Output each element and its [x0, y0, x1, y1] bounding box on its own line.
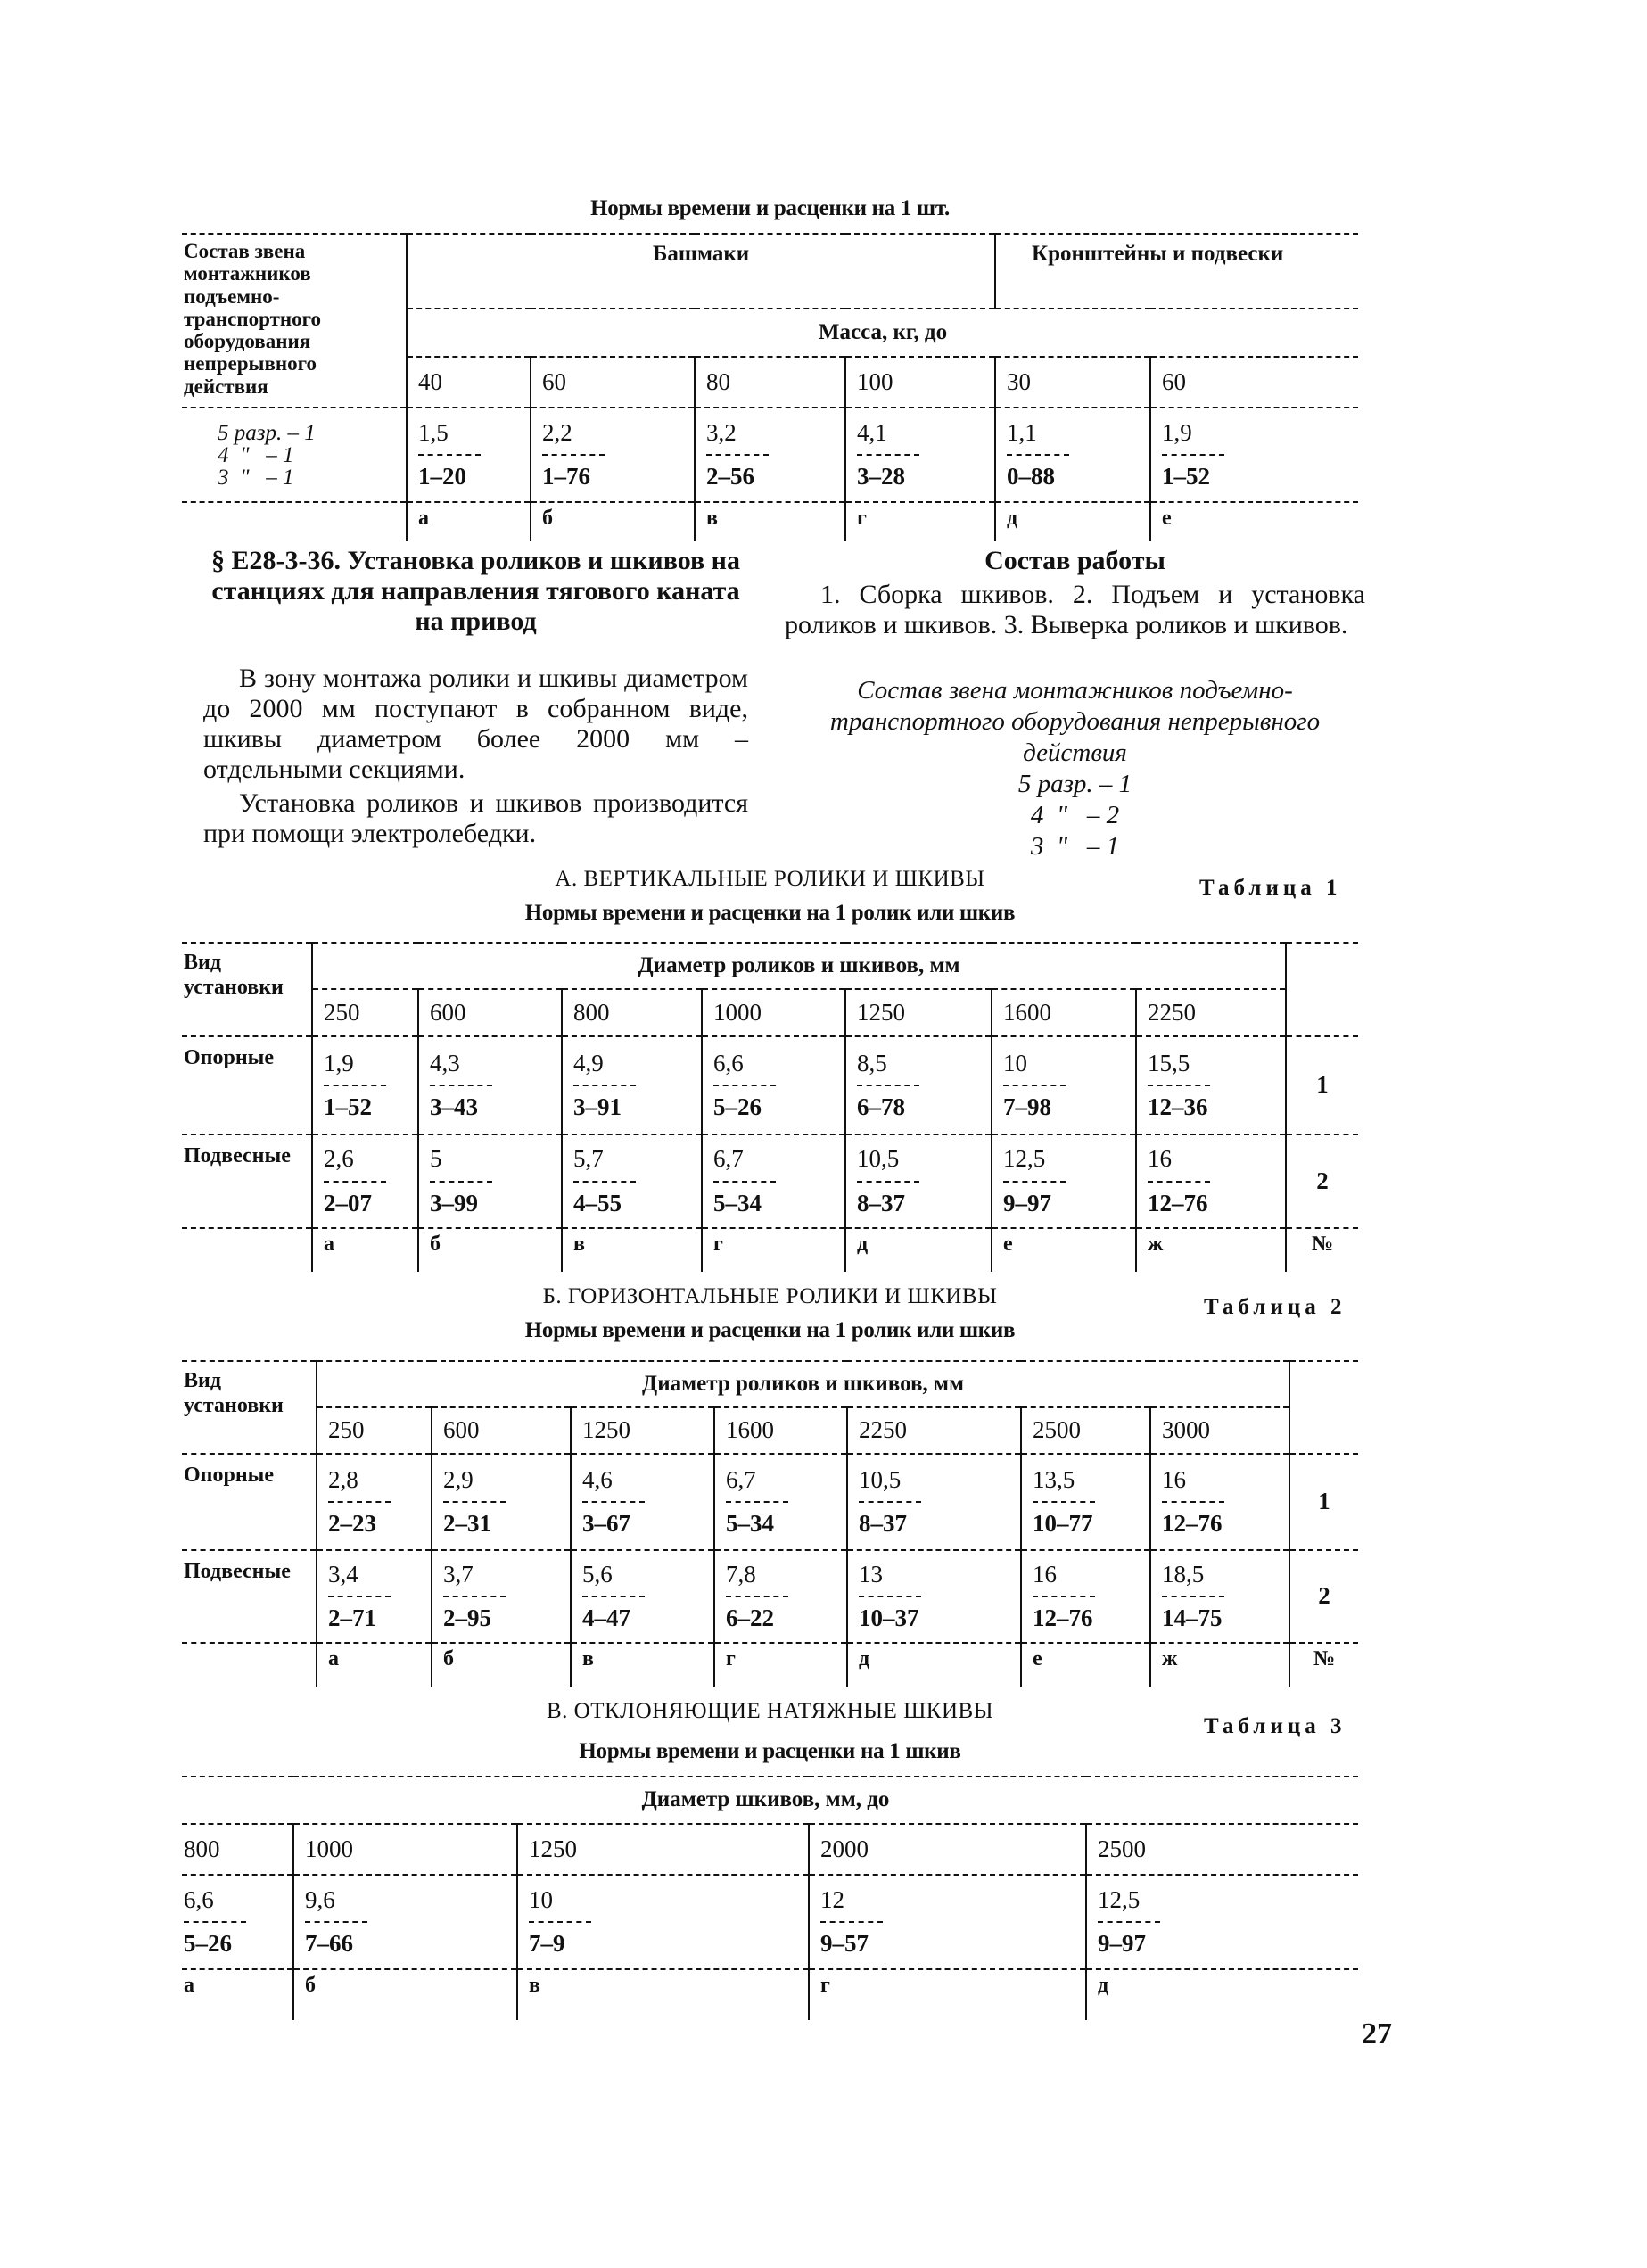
- value-cell: [1150, 1550, 1289, 1643]
- column-header: 80: [695, 357, 845, 408]
- table-row: [182, 1407, 1358, 1454]
- table1-section-title: А. ВЕРТИКАЛЬНЫЕ РОЛИКИ И ШКИВЫ: [555, 867, 985, 891]
- value-cell: [182, 1875, 293, 1969]
- value-cell: [1136, 1036, 1286, 1134]
- rate-value: 1–52: [324, 1093, 372, 1120]
- crew-title: Состав звена монтажников подъемно-транспортного оборудования непрерывного действия: [829, 676, 1321, 767]
- value-cell: [1021, 1550, 1150, 1643]
- table-row: [182, 1875, 1358, 1969]
- table-row: [182, 1824, 1358, 1875]
- fraction-divider: [1148, 1181, 1210, 1183]
- table0-subtitle: Нормы времени и расценки на 1 шт.: [590, 196, 950, 220]
- time-norm: 2,8: [328, 1465, 358, 1493]
- section-paragraph: В зону монтажа ролики и шкивы диаметром до 2000 мм поступают в собранном виде, шкивы диаметром более 2000 мм – отдельными секциями.: [203, 664, 748, 784]
- time-norm: 4,9: [573, 1049, 604, 1076]
- table1-subtitle: Нормы времени и расценки на 1 ролик или шкив: [524, 901, 1016, 925]
- column-letter: б: [531, 502, 695, 541]
- rate-value: 2–23: [328, 1510, 376, 1537]
- fraction-divider: [542, 454, 605, 456]
- crew-line: 5 разр. – 1: [1017, 770, 1132, 798]
- column-letter: д: [845, 1228, 992, 1272]
- empty-cell: [182, 502, 407, 541]
- time-norm: 12: [820, 1885, 844, 1913]
- rate-value: 1–76: [542, 463, 590, 490]
- table-row: [182, 234, 1358, 309]
- value-cell: [312, 1036, 418, 1134]
- table-row: [182, 1134, 1358, 1228]
- column-letter: е: [1021, 1643, 1150, 1687]
- time-norm: 4,3: [430, 1049, 460, 1076]
- table0-container: [182, 233, 1358, 541]
- rate-value: 3–43: [430, 1093, 478, 1120]
- time-norm: 13,5: [1033, 1465, 1075, 1493]
- value-cell: [418, 1134, 562, 1228]
- fraction-divider: [529, 1921, 591, 1923]
- fraction-divider: [324, 1085, 386, 1086]
- row-label: Опорные: [182, 1036, 312, 1134]
- value-cell: [312, 1134, 418, 1228]
- fraction-divider: [328, 1501, 391, 1503]
- fraction-divider: [1007, 454, 1069, 456]
- group-header: Башмаки: [407, 234, 995, 309]
- fraction-divider: [1003, 1085, 1066, 1086]
- table-row: [182, 1550, 1358, 1643]
- crew-line: 3 " – 1: [1030, 832, 1120, 861]
- table3-subtitle: Нормы времени и расценки на 1 шкив: [579, 1739, 961, 1763]
- fraction-divider: [443, 1596, 506, 1597]
- row-header: Состав звена монтажников подъемно-транспортного оборудования непрерывного действия: [182, 234, 407, 408]
- norms-table: [182, 233, 1358, 541]
- value-cell: [317, 1454, 432, 1550]
- value-cell: [695, 408, 845, 502]
- column-letter: в: [517, 1969, 809, 2020]
- fraction-divider: [1162, 454, 1224, 456]
- time-norm: 9,6: [305, 1885, 335, 1913]
- rate-value: 7–9: [529, 1930, 565, 1957]
- crew-cell: [182, 408, 407, 502]
- empty-cell: [1286, 943, 1358, 1036]
- value-cell: [517, 1875, 809, 1969]
- column-letter: в: [571, 1643, 714, 1687]
- value-cell: [702, 1036, 845, 1134]
- table-row: [182, 1643, 1358, 1687]
- column-header: 100: [845, 357, 995, 408]
- table-row: [182, 1454, 1358, 1550]
- value-cell: [1150, 1454, 1289, 1550]
- column-header: 800: [182, 1824, 293, 1875]
- fraction-divider: [1098, 1921, 1160, 1923]
- time-norm: 10: [529, 1885, 553, 1913]
- table2-subtitle: Нормы времени и расценки на 1 ролик или шкив: [524, 1318, 1016, 1342]
- value-cell: [1086, 1875, 1358, 1969]
- column-letter: д: [847, 1643, 1021, 1687]
- work-text-body: 1. Сборка шкивов. 2. Подъем и установка роликов и шкивов. 3. Выверка роликов и шкивов.: [785, 580, 1365, 639]
- column-header: 250: [317, 1407, 432, 1454]
- fraction-divider: [857, 1181, 919, 1183]
- column-letter: в: [562, 1228, 702, 1272]
- fraction-divider: [1148, 1085, 1210, 1086]
- rate-value: 12–76: [1162, 1510, 1223, 1537]
- time-norm: 5: [430, 1145, 442, 1173]
- time-norm: 6,6: [184, 1885, 214, 1913]
- table1-label: Таблица 1: [1199, 876, 1342, 900]
- work-title: Состав работы: [984, 546, 1165, 575]
- crew-line: 5 разр. – 1: [218, 420, 316, 445]
- column-letter: б: [418, 1228, 562, 1272]
- time-norm: 2,9: [443, 1465, 474, 1493]
- value-cell: [531, 408, 695, 502]
- column-letter: б: [293, 1969, 517, 2020]
- rate-value: 9–97: [1003, 1189, 1051, 1216]
- time-norm: 1,1: [1007, 418, 1037, 446]
- table-row: [182, 1228, 1358, 1272]
- crew-block: [785, 675, 1365, 862]
- rate-value: 2–07: [324, 1189, 372, 1216]
- fraction-divider: [324, 1181, 386, 1183]
- time-norm: 10,5: [859, 1465, 902, 1493]
- rate-value: 2–95: [443, 1604, 491, 1631]
- fraction-divider: [582, 1501, 645, 1503]
- rate-value: 3–91: [573, 1093, 622, 1120]
- column-letter: д: [995, 502, 1150, 541]
- time-norm: 3,4: [328, 1560, 358, 1588]
- rate-value: 12–36: [1148, 1093, 1208, 1120]
- group-header: Диаметр роликов и шкивов, мм: [317, 1361, 1289, 1407]
- rate-value: 0–88: [1007, 463, 1055, 490]
- column-header: 600: [432, 1407, 571, 1454]
- column-letter: г: [702, 1228, 845, 1272]
- rate-value: 7–98: [1003, 1093, 1051, 1120]
- rate-value: 5–34: [726, 1510, 774, 1537]
- crew-line: 3 " – 1: [218, 465, 294, 490]
- value-cell: [714, 1454, 847, 1550]
- rate-value: 8–37: [859, 1510, 907, 1537]
- column-header: 60: [531, 357, 695, 408]
- time-norm: 1,9: [1162, 418, 1192, 446]
- work-text: [785, 580, 1365, 640]
- time-norm: 12,5: [1003, 1145, 1046, 1173]
- column-letter: б: [432, 1643, 571, 1687]
- table-row: [182, 1036, 1358, 1134]
- fraction-divider: [713, 1181, 776, 1183]
- page-number: 27: [1362, 2017, 1392, 2050]
- column-letter: а: [407, 502, 531, 541]
- rate-value: 4–55: [573, 1189, 622, 1216]
- fraction-divider: [573, 1181, 636, 1183]
- row-number: 1: [1289, 1454, 1358, 1550]
- group-header: Диаметр роликов и шкивов, мм: [312, 943, 1286, 989]
- value-cell: [418, 1036, 562, 1134]
- fraction-divider: [418, 454, 481, 456]
- table-row: [182, 1777, 1358, 1824]
- fraction-divider: [582, 1596, 645, 1597]
- time-norm: 7,8: [726, 1560, 756, 1588]
- fraction-divider: [184, 1921, 246, 1923]
- column-header: 2500: [1086, 1824, 1358, 1875]
- column-header: 1250: [845, 989, 992, 1036]
- rate-value: 1–20: [418, 463, 466, 490]
- row-number: 2: [1286, 1134, 1358, 1228]
- table2-container: [182, 1360, 1358, 1687]
- rate-value: 9–57: [820, 1930, 869, 1957]
- time-norm: 6,7: [726, 1465, 756, 1493]
- value-cell: [702, 1134, 845, 1228]
- fraction-divider: [859, 1501, 921, 1503]
- empty-cell: [182, 1643, 317, 1687]
- table3-section-title: В. ОТКЛОНЯЮЩИЕ НАТЯЖНЫЕ ШКИВЫ: [546, 1699, 993, 1723]
- column-letter: г: [809, 1969, 1086, 2020]
- crew-line: 4 " – 1: [218, 442, 294, 467]
- fraction-divider: [1003, 1181, 1066, 1183]
- rate-value: 10–37: [859, 1604, 919, 1631]
- fraction-divider: [820, 1921, 883, 1923]
- time-norm: 4,6: [582, 1465, 613, 1493]
- time-norm: 4,1: [857, 418, 887, 446]
- column-header: 600: [418, 989, 562, 1036]
- time-norm: 2,6: [324, 1145, 354, 1173]
- table-row: [182, 1361, 1358, 1407]
- time-norm: 3,2: [706, 418, 737, 446]
- fraction-divider: [1033, 1596, 1095, 1597]
- value-cell: [407, 408, 531, 502]
- column-letter: г: [714, 1643, 847, 1687]
- column-header: 800: [562, 989, 702, 1036]
- section-paragraph: Установка роликов и шкивов производится при помощи электролебедки.: [203, 788, 748, 848]
- value-cell: [845, 1134, 992, 1228]
- value-cell: [845, 408, 995, 502]
- column-letter: д: [1086, 1969, 1358, 2020]
- row-number: 2: [1289, 1550, 1358, 1643]
- rate-value: 8–37: [857, 1189, 905, 1216]
- value-cell: [432, 1550, 571, 1643]
- value-cell: [809, 1875, 1086, 1969]
- rate-value: 14–75: [1162, 1604, 1223, 1631]
- fraction-divider: [857, 1085, 919, 1086]
- rate-value: 12–76: [1148, 1189, 1208, 1216]
- column-letter: е: [1150, 502, 1358, 541]
- fraction-divider: [305, 1921, 367, 1923]
- time-norm: 15,5: [1148, 1049, 1190, 1076]
- time-norm: 16: [1033, 1560, 1057, 1588]
- fraction-divider: [726, 1501, 788, 1503]
- fraction-divider: [573, 1085, 636, 1086]
- norms-table: [182, 942, 1358, 1272]
- row-label: Подвесные: [182, 1134, 312, 1228]
- value-cell: [992, 1134, 1136, 1228]
- column-letter: ж: [1150, 1643, 1289, 1687]
- fraction-divider: [1162, 1501, 1224, 1503]
- rate-value: 2–71: [328, 1604, 376, 1631]
- table-row: [182, 408, 1358, 502]
- column-header: 1250: [571, 1407, 714, 1454]
- fraction-divider: [857, 454, 919, 456]
- fraction-divider: [859, 1596, 921, 1597]
- section-body: [203, 664, 748, 849]
- column-header: 1000: [293, 1824, 517, 1875]
- crew-line: 4 " – 2: [1030, 801, 1120, 829]
- time-norm: 12,5: [1098, 1885, 1141, 1913]
- value-cell: [571, 1454, 714, 1550]
- column-header: 250: [312, 989, 418, 1036]
- time-norm: 3,7: [443, 1560, 474, 1588]
- value-cell: [1021, 1454, 1150, 1550]
- column-letter: ж: [1136, 1228, 1286, 1272]
- rate-value: 3–67: [582, 1510, 630, 1537]
- column-header: 30: [995, 357, 1150, 408]
- fraction-divider: [443, 1501, 506, 1503]
- column-letter: а: [182, 1969, 293, 2020]
- section-title: § Е28-3-36. Установка роликов и шкивов на станциях для направления тягового каната на привод: [211, 546, 740, 636]
- table-row: [182, 989, 1358, 1036]
- rate-value: 12–76: [1033, 1604, 1093, 1631]
- table2-section-title: Б. ГОРИЗОНТАЛЬНЫЕ РОЛИКИ И ШКИВЫ: [542, 1284, 998, 1308]
- norms-table: [182, 1360, 1358, 1687]
- column-header: 1600: [992, 989, 1136, 1036]
- time-norm: 5,7: [573, 1145, 604, 1173]
- rate-value: 5–26: [713, 1093, 762, 1120]
- table3-label: Таблица 3: [1204, 1714, 1346, 1738]
- column-header: 3000: [1150, 1407, 1289, 1454]
- rate-value: 10–77: [1033, 1510, 1093, 1537]
- time-norm: 6,7: [713, 1145, 744, 1173]
- value-cell: [992, 1036, 1136, 1134]
- row-label: Подвесные: [182, 1550, 317, 1643]
- group-header: Кронштейны и подвески: [995, 234, 1358, 309]
- column-header: 1000: [702, 989, 845, 1036]
- column-header: 40: [407, 357, 531, 408]
- rate-value: 2–31: [443, 1510, 491, 1537]
- table1-container: [182, 942, 1358, 1272]
- rate-value: 6–22: [726, 1604, 774, 1631]
- rate-value: 1–52: [1162, 463, 1210, 490]
- number-label: №: [1286, 1228, 1358, 1272]
- rate-value: 6–78: [857, 1093, 905, 1120]
- time-norm: 8,5: [857, 1049, 887, 1076]
- fraction-divider: [713, 1085, 776, 1086]
- table3-container: [182, 1776, 1358, 2020]
- row-label: Опорные: [182, 1454, 317, 1550]
- time-norm: 10,5: [857, 1145, 900, 1173]
- time-norm: 13: [859, 1560, 883, 1588]
- column-header: 1250: [517, 1824, 809, 1875]
- value-cell: [847, 1550, 1021, 1643]
- value-cell: [562, 1036, 702, 1134]
- value-cell: [845, 1036, 992, 1134]
- rate-value: 5–34: [713, 1189, 762, 1216]
- value-cell: [714, 1550, 847, 1643]
- column-header: 2500: [1021, 1407, 1150, 1454]
- table-row: [182, 943, 1358, 989]
- column-letter: в: [695, 502, 845, 541]
- empty-cell: [182, 1228, 312, 1272]
- subheader: Масса, кг, до: [407, 309, 1358, 357]
- rate-value: 5–26: [184, 1930, 232, 1957]
- row-header: Вид установки: [182, 1361, 317, 1454]
- column-header: 2250: [1136, 989, 1286, 1036]
- row-header: Вид установки: [182, 943, 312, 1036]
- column-header: 1600: [714, 1407, 847, 1454]
- table2-label: Таблица 2: [1204, 1295, 1346, 1319]
- column-letter: г: [845, 502, 995, 541]
- row-number: 1: [1286, 1036, 1358, 1134]
- column-letter: е: [992, 1228, 1136, 1272]
- time-norm: 16: [1148, 1145, 1172, 1173]
- rate-value: 3–28: [857, 463, 905, 490]
- table-row: [182, 1969, 1358, 2020]
- column-letter: а: [312, 1228, 418, 1272]
- value-cell: [317, 1550, 432, 1643]
- table-row: [182, 502, 1358, 541]
- time-norm: 1,9: [324, 1049, 354, 1076]
- time-norm: 2,2: [542, 418, 572, 446]
- empty-cell: [1289, 1361, 1358, 1454]
- rate-value: 2–56: [706, 463, 754, 490]
- fraction-divider: [328, 1596, 391, 1597]
- fraction-divider: [726, 1596, 788, 1597]
- value-cell: [293, 1875, 517, 1969]
- value-cell: [847, 1454, 1021, 1550]
- value-cell: [1136, 1134, 1286, 1228]
- value-cell: [432, 1454, 571, 1550]
- norms-table: [182, 1776, 1358, 2020]
- value-cell: [562, 1134, 702, 1228]
- rate-value: 3–99: [430, 1189, 478, 1216]
- time-norm: 18,5: [1162, 1560, 1205, 1588]
- fraction-divider: [706, 454, 769, 456]
- value-cell: [1150, 408, 1358, 502]
- column-letter: а: [317, 1643, 432, 1687]
- value-cell: [995, 408, 1150, 502]
- rate-value: 7–66: [305, 1930, 353, 1957]
- fraction-divider: [1033, 1501, 1095, 1503]
- value-cell: [571, 1550, 714, 1643]
- time-norm: 16: [1162, 1465, 1186, 1493]
- time-norm: 5,6: [582, 1560, 613, 1588]
- time-norm: 6,6: [713, 1049, 744, 1076]
- column-header: 2250: [847, 1407, 1021, 1454]
- number-label: №: [1289, 1643, 1358, 1687]
- fraction-divider: [1162, 1596, 1224, 1597]
- group-header: Диаметр шкивов, мм, до: [182, 1777, 1358, 1824]
- fraction-divider: [430, 1181, 492, 1183]
- time-norm: 10: [1003, 1049, 1027, 1076]
- column-header: 60: [1150, 357, 1358, 408]
- time-norm: 1,5: [418, 418, 449, 446]
- column-header: 2000: [809, 1824, 1086, 1875]
- fraction-divider: [430, 1085, 492, 1086]
- rate-value: 9–97: [1098, 1930, 1146, 1957]
- rate-value: 4–47: [582, 1604, 630, 1631]
